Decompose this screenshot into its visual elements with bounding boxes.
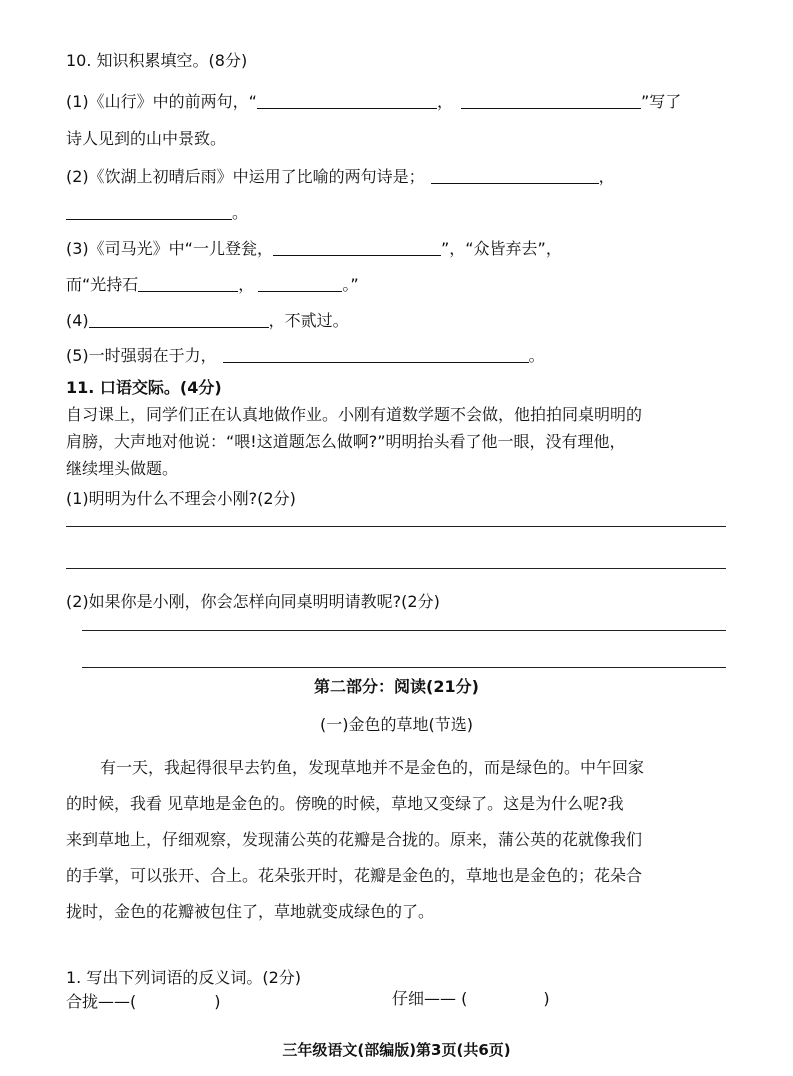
fill-blank[interactable]	[89, 311, 269, 328]
antonym-item-1: 合拢——( )	[66, 992, 221, 1011]
answer-line[interactable]	[66, 526, 726, 527]
q10-item3-line: (3)《司马光》中“一儿登瓮， ”，“众皆弃去”，	[66, 239, 562, 258]
q10-item5-line: (5)一时强弱在于力， 。	[66, 346, 545, 365]
fill-blank[interactable]	[66, 203, 232, 220]
q10-item1-line: (1)《山行》中的前两句，“ ， ”写了	[66, 92, 682, 111]
part2-heading: 第二部分：阅读(21分)	[314, 677, 479, 696]
q10-item3-cont: 而“光持石 ， 。”	[66, 275, 359, 294]
q11-para-line: 肩膀，大声地对他说：“喂!这道题怎么做啊?”明明抬头看了他一眼，没有理他，	[66, 432, 626, 451]
passage-line: 有一天，我起得很早去钓鱼，发现草地并不是金色的，而是绿色的。中午回家	[100, 758, 645, 777]
fill-blank[interactable]	[258, 275, 342, 292]
answer-line[interactable]	[66, 568, 726, 569]
q10-item1-cont: 诗人见到的山中景致。	[66, 129, 227, 148]
passage-line: 拢时，金色的花瓣被包住了，草地就变成绿色的了。	[66, 902, 435, 921]
reading-q1-title: 1. 写出下列词语的反义词。(2分)	[66, 968, 302, 987]
fill-blank[interactable]	[257, 92, 437, 109]
page-footer: 三年级语文(部编版)第3页(共6页)	[282, 1041, 511, 1059]
answer-line[interactable]	[82, 630, 726, 631]
q11-para-line: 自习课上，同学们正在认真地做作业。小刚有道数学题不会做，他拍拍同桌明明的	[66, 405, 643, 424]
fill-blank[interactable]	[223, 346, 529, 363]
fill-blank[interactable]	[461, 92, 641, 109]
fill-blank[interactable]	[273, 239, 441, 256]
q11-sub2: (2)如果你是小刚，你会怎样向同桌明明请教呢?(2分)	[66, 592, 440, 611]
q10-title: 10. 知识积累填空。(8分)	[66, 51, 248, 70]
passage-title: (一)金色的草地(节选)	[320, 715, 473, 734]
antonym-item-2: 仔细—— ( )	[392, 989, 550, 1008]
passage-line: 的时候，我看 见草地是金色的。傍晚的时候，草地又变绿了。这是为什么呢?我	[66, 794, 624, 813]
q11-title: 11. 口语交际。(4分)	[66, 378, 222, 397]
passage-line: 的手掌，可以张开、合上。花朵张开时，花瓣是金色的，草地也是金色的；花朵合	[66, 866, 643, 885]
fill-blank[interactable]	[431, 167, 599, 184]
fill-blank[interactable]	[138, 275, 238, 292]
passage-line: 来到草地上，仔细观察，发现蒲公英的花瓣是合拢的。原来，蒲公英的花就像我们	[66, 830, 643, 849]
q11-para-line: 继续埋头做题。	[66, 459, 179, 478]
q10-item2-line: (2)《饮湖上初晴后雨》中运用了比喻的两句诗是； ，	[66, 167, 615, 186]
q10-item4-line: (4) ，不贰过。	[66, 311, 349, 330]
q10-item2-cont: 。	[66, 203, 248, 223]
answer-line[interactable]	[82, 667, 726, 668]
q11-sub1: (1)明明为什么不理会小刚?(2分)	[66, 489, 296, 508]
